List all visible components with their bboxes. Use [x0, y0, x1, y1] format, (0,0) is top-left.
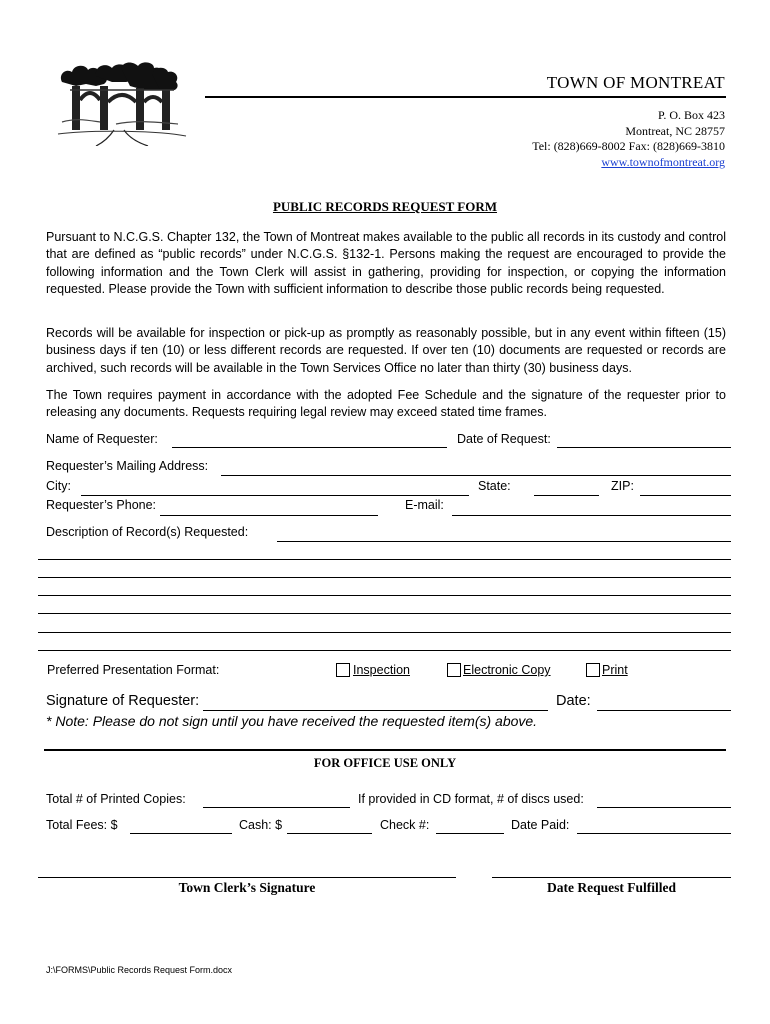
phone-field[interactable]: [160, 515, 378, 516]
date-paid-field[interactable]: [577, 833, 731, 834]
header-rule: [205, 96, 726, 98]
phone-fax: Tel: (828)669-8002 Fax: (828)669-3810: [532, 139, 725, 153]
intro-paragraph: Pursuant to N.C.G.S. Chapter 132, the Town of Montreat makes available to the public all records in its custody and control that are defined as “public records” under N.C.G.S. §132-1. Persons making the request are encouraged to provide the following information and the Town Clerk will assist in gathering, providing for inspection, or copying the information requested. Please provide the Town with sufficient information to describe those public records being requested.: [46, 230, 726, 296]
zip-field[interactable]: [640, 495, 731, 496]
cash-label: Cash: $: [239, 818, 283, 832]
discs-used-field[interactable]: [597, 807, 731, 808]
signature-field[interactable]: [203, 710, 548, 711]
discs-used-label: If provided in CD format, # of discs used:: [358, 792, 584, 806]
description-line-7[interactable]: [38, 650, 731, 651]
name-of-requester-field[interactable]: [172, 447, 447, 448]
office-use-divider: [44, 749, 726, 751]
presentation-format-label: Preferred Presentation Format:: [47, 663, 220, 677]
cash-field[interactable]: [287, 833, 372, 834]
signature-note: * Note: Please do not sign until you have received the requested item(s) above.: [46, 713, 538, 729]
town-address: [532, 108, 725, 170]
city-state-zip: Montreat, NC 28757: [625, 123, 725, 138]
website-link[interactable]: www.townofmontreat.org: [601, 154, 725, 169]
availability-paragraph: Records will be available for inspection or pick-up as promptly as reasonably possible, but in any event within fifteen (15) business days if ten (10) or less different records are requested. If over ten (10) documents are requested or records are archived, such records will be available in the Town Services Office no later than thirty (30) business days.: [46, 326, 726, 375]
total-fees-label: Total Fees: $: [46, 818, 118, 832]
check-number-field[interactable]: [436, 833, 504, 834]
office-use-title: FOR OFFICE USE ONLY: [313, 756, 457, 770]
electronic-copy-checkbox[interactable]: [447, 663, 461, 677]
description-label: Description of Record(s) Requested:: [46, 525, 249, 539]
mailing-address-label: Requester’s Mailing Address:: [46, 459, 209, 473]
mailing-address-field[interactable]: [221, 475, 731, 476]
state-label: State:: [478, 479, 511, 493]
description-line-1[interactable]: [277, 541, 731, 542]
city-label: City:: [46, 479, 71, 493]
phone-label: Requester’s Phone:: [46, 498, 157, 512]
date-fulfilled-label: Date Request Fulfilled: [547, 880, 676, 895]
city-field[interactable]: [81, 495, 469, 496]
signature-date-label: Date:: [556, 693, 591, 709]
email-label: E-mail:: [405, 498, 444, 512]
po-box: P. O. Box 423: [657, 108, 725, 122]
description-line-2[interactable]: [38, 559, 731, 560]
electronic-copy-option-label: Electronic Copy: [463, 663, 551, 677]
name-of-requester-label: Name of Requester:: [46, 432, 158, 446]
clerk-signature-label: Town Clerk’s Signature: [178, 880, 316, 895]
printed-copies-label: Total # of Printed Copies:: [46, 792, 186, 806]
file-path-footer: J:\FORMS\Public Records Request Form.docx: [46, 965, 233, 975]
signature-date-field[interactable]: [597, 710, 731, 711]
description-line-4[interactable]: [38, 595, 731, 596]
inspection-checkbox[interactable]: [336, 663, 350, 677]
print-checkbox[interactable]: [586, 663, 600, 677]
town-logo: [56, 60, 188, 146]
town-name: TOWN OF MONTREAT: [546, 73, 725, 92]
print-option-label: Print: [602, 663, 628, 677]
description-line-6[interactable]: [38, 632, 731, 633]
form-title: PUBLIC RECORDS REQUEST FORM: [272, 199, 498, 214]
total-fees-field[interactable]: [130, 833, 232, 834]
date-of-request-label: Date of Request:: [457, 432, 551, 446]
description-line-5[interactable]: [38, 613, 731, 614]
zip-label: ZIP:: [611, 479, 634, 493]
check-number-label: Check #:: [380, 818, 430, 832]
inspection-option-label: Inspection: [353, 663, 410, 677]
clerk-signature-field[interactable]: [38, 877, 456, 878]
date-fulfilled-field[interactable]: [492, 877, 731, 878]
date-paid-label: Date Paid:: [511, 818, 570, 832]
date-of-request-field[interactable]: [557, 447, 731, 448]
signature-label: Signature of Requester:: [46, 693, 200, 709]
description-line-3[interactable]: [38, 577, 731, 578]
printed-copies-field[interactable]: [203, 807, 350, 808]
email-field[interactable]: [452, 515, 731, 516]
payment-paragraph: The Town requires payment in accordance with the adopted Fee Schedule and the signature of the requester prior to releasing any documents. Requests requiring legal review may exceed stated time frames.: [46, 388, 726, 420]
state-field[interactable]: [534, 495, 599, 496]
